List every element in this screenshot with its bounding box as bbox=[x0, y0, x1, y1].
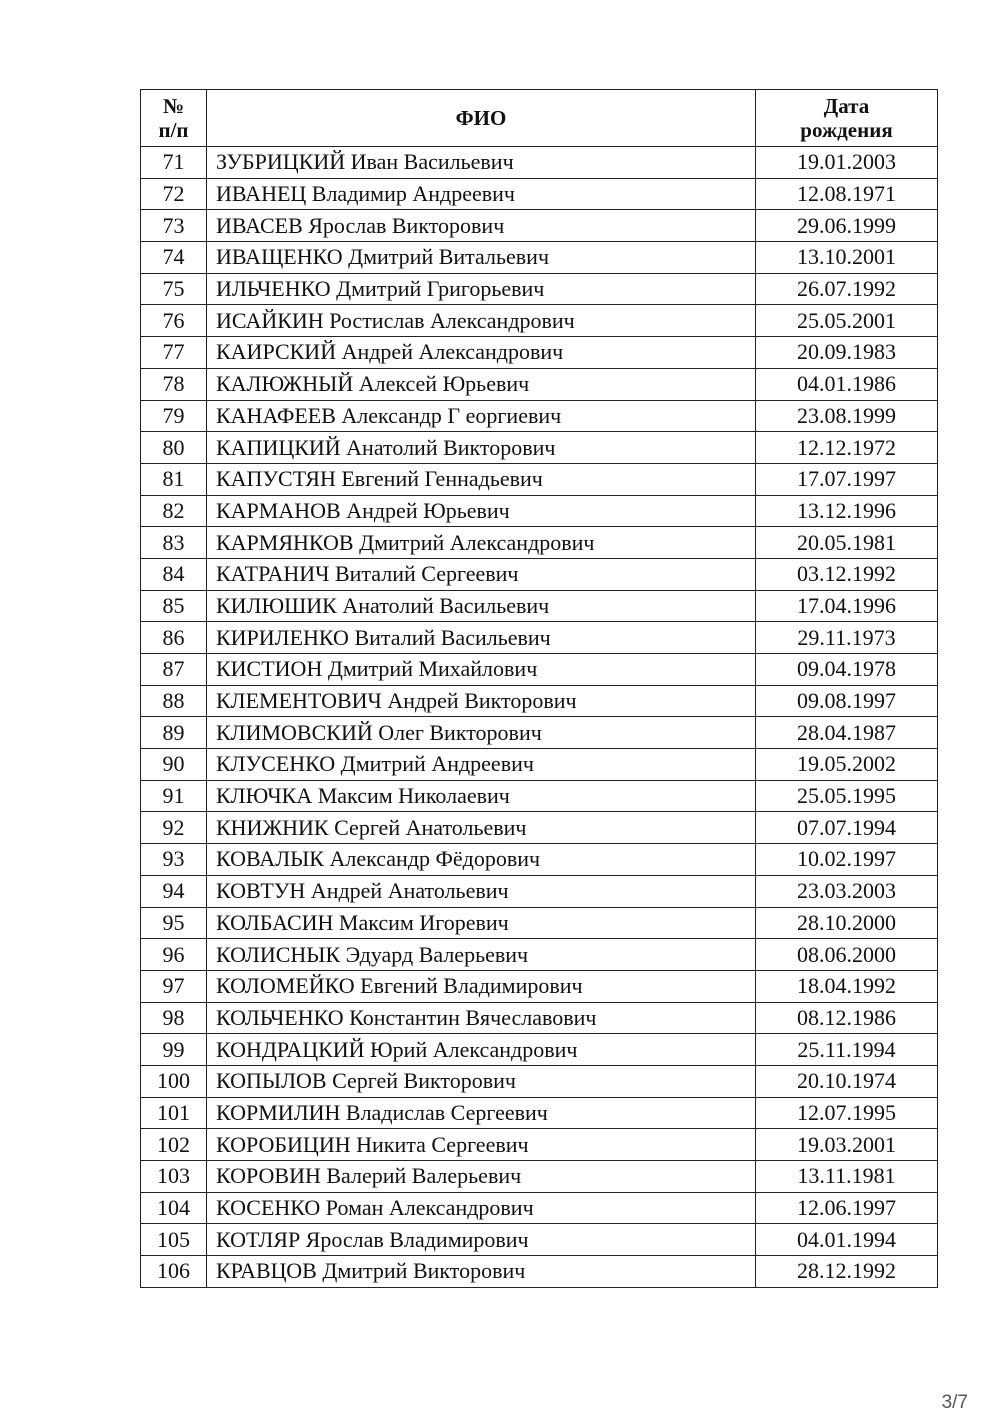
row-number: 94 bbox=[141, 875, 207, 907]
row-number: 81 bbox=[141, 463, 207, 495]
header-birth-date bbox=[756, 90, 938, 147]
row-number: 90 bbox=[141, 749, 207, 781]
row-full-name: КАЛЮЖНЫЙ Алексей Юрьевич bbox=[207, 368, 756, 400]
row-full-name: КАНАФЕЕВ Александр Г еоргиевич bbox=[207, 400, 756, 432]
row-birth-date: 29.11.1973 bbox=[756, 622, 938, 654]
row-birth-date: 12.07.1995 bbox=[756, 1097, 938, 1129]
row-number: 88 bbox=[141, 685, 207, 717]
table-row bbox=[141, 590, 938, 622]
row-birth-date: 04.01.1994 bbox=[756, 1224, 938, 1256]
row-birth-date: 10.02.1997 bbox=[756, 844, 938, 876]
row-birth-date: 12.06.1997 bbox=[756, 1192, 938, 1224]
table-row bbox=[141, 907, 938, 939]
row-birth-date: 23.03.2003 bbox=[756, 875, 938, 907]
row-full-name: КЛЮЧКА Максим Николаевич bbox=[207, 780, 756, 812]
row-number: 72 bbox=[141, 178, 207, 210]
row-number: 97 bbox=[141, 970, 207, 1002]
row-birth-date: 09.08.1997 bbox=[756, 685, 938, 717]
header-number-line2: п/п bbox=[158, 118, 189, 142]
row-number: 93 bbox=[141, 844, 207, 876]
table-row bbox=[141, 432, 938, 464]
row-full-name: КАТРАНИЧ Виталий Сергеевич bbox=[207, 558, 756, 590]
row-full-name: КОЛЬЧЕНКО Константин Вячеславович bbox=[207, 1002, 756, 1034]
row-full-name: ИСАЙКИН Ростислав Александрович bbox=[207, 305, 756, 337]
table-row bbox=[141, 1097, 938, 1129]
row-number: 92 bbox=[141, 812, 207, 844]
row-birth-date: 13.11.1981 bbox=[756, 1161, 938, 1193]
row-number: 74 bbox=[141, 242, 207, 274]
row-full-name: КОВТУН Андрей Анатольевич bbox=[207, 875, 756, 907]
row-number: 101 bbox=[141, 1097, 207, 1129]
row-number: 104 bbox=[141, 1192, 207, 1224]
row-number: 102 bbox=[141, 1129, 207, 1161]
row-full-name: КАПИЦКИЙ Анатолий Викторович bbox=[207, 432, 756, 464]
header-number bbox=[141, 90, 207, 147]
row-full-name: ЗУБРИЦКИЙ Иван Васильевич bbox=[207, 147, 756, 179]
row-full-name: КИСТИОН Дмитрий Михайлович bbox=[207, 654, 756, 686]
row-birth-date: 12.08.1971 bbox=[756, 178, 938, 210]
row-full-name: КОЛИСНЫК Эдуард Валерьевич bbox=[207, 939, 756, 971]
table-row bbox=[141, 685, 938, 717]
row-full-name: КОТЛЯР Ярослав Владимирович bbox=[207, 1224, 756, 1256]
table-row bbox=[141, 147, 938, 179]
table-row bbox=[141, 749, 938, 781]
row-birth-date: 28.04.1987 bbox=[756, 717, 938, 749]
row-birth-date: 28.12.1992 bbox=[756, 1256, 938, 1288]
table-row bbox=[141, 812, 938, 844]
table-row bbox=[141, 1224, 938, 1256]
row-birth-date: 20.05.1981 bbox=[756, 527, 938, 559]
table-row bbox=[141, 717, 938, 749]
row-full-name: КЛИМОВСКИЙ Олег Викторович bbox=[207, 717, 756, 749]
row-full-name: КОРОБИЦИН Никита Сергеевич bbox=[207, 1129, 756, 1161]
row-birth-date: 25.05.2001 bbox=[756, 305, 938, 337]
row-full-name: ИЛЬЧЕНКО Дмитрий Григорьевич bbox=[207, 273, 756, 305]
row-birth-date: 26.07.1992 bbox=[756, 273, 938, 305]
table-row bbox=[141, 558, 938, 590]
row-number: 82 bbox=[141, 495, 207, 527]
row-number: 76 bbox=[141, 305, 207, 337]
table-row bbox=[141, 654, 938, 686]
table-row bbox=[141, 337, 938, 369]
row-full-name: КОЛБАСИН Максим Игоревич bbox=[207, 907, 756, 939]
row-birth-date: 29.06.1999 bbox=[756, 210, 938, 242]
row-birth-date: 18.04.1992 bbox=[756, 970, 938, 1002]
row-birth-date: 13.12.1996 bbox=[756, 495, 938, 527]
table-row bbox=[141, 1192, 938, 1224]
row-full-name: КОЛОМЕЙКО Евгений Владимирович bbox=[207, 970, 756, 1002]
table-row bbox=[141, 1065, 938, 1097]
row-number: 89 bbox=[141, 717, 207, 749]
table-body bbox=[141, 147, 938, 1288]
row-number: 99 bbox=[141, 1034, 207, 1066]
row-birth-date: 25.05.1995 bbox=[756, 780, 938, 812]
row-number: 100 bbox=[141, 1065, 207, 1097]
row-full-name: КОРМИЛИН Владислав Сергеевич bbox=[207, 1097, 756, 1129]
row-birth-date: 08.12.1986 bbox=[756, 1002, 938, 1034]
table-row bbox=[141, 622, 938, 654]
table-row bbox=[141, 368, 938, 400]
row-number: 95 bbox=[141, 907, 207, 939]
row-full-name: КАРМЯНКОВ Дмитрий Александрович bbox=[207, 527, 756, 559]
row-birth-date: 19.03.2001 bbox=[756, 1129, 938, 1161]
row-birth-date: 08.06.2000 bbox=[756, 939, 938, 971]
row-birth-date: 13.10.2001 bbox=[756, 242, 938, 274]
table-row bbox=[141, 495, 938, 527]
row-number: 91 bbox=[141, 780, 207, 812]
row-birth-date: 23.08.1999 bbox=[756, 400, 938, 432]
row-full-name: КНИЖНИК Сергей Анатольевич bbox=[207, 812, 756, 844]
row-number: 85 bbox=[141, 590, 207, 622]
row-number: 73 bbox=[141, 210, 207, 242]
row-birth-date: 28.10.2000 bbox=[756, 907, 938, 939]
table-row bbox=[141, 273, 938, 305]
row-full-name: КОНДРАЦКИЙ Юрий Александрович bbox=[207, 1034, 756, 1066]
row-full-name: ИВАНЕЦ Владимир Андреевич bbox=[207, 178, 756, 210]
table-row bbox=[141, 844, 938, 876]
row-number: 77 bbox=[141, 337, 207, 369]
row-full-name: КАИРСКИЙ Андрей Александрович bbox=[207, 337, 756, 369]
table-row bbox=[141, 178, 938, 210]
row-full-name: КРАВЦОВ Дмитрий Викторович bbox=[207, 1256, 756, 1288]
row-number: 98 bbox=[141, 1002, 207, 1034]
row-full-name: КЛЕМЕНТОВИЧ Андрей Викторович bbox=[207, 685, 756, 717]
row-birth-date: 20.09.1983 bbox=[756, 337, 938, 369]
row-birth-date: 19.01.2003 bbox=[756, 147, 938, 179]
row-number: 80 bbox=[141, 432, 207, 464]
row-number: 105 bbox=[141, 1224, 207, 1256]
personnel-table bbox=[140, 89, 938, 1288]
table-row bbox=[141, 1129, 938, 1161]
row-full-name: КОСЕНКО Роман Александрович bbox=[207, 1192, 756, 1224]
row-birth-date: 07.07.1994 bbox=[756, 812, 938, 844]
row-full-name: КЛУСЕНКО Дмитрий Андреевич bbox=[207, 749, 756, 781]
row-number: 103 bbox=[141, 1161, 207, 1193]
row-birth-date: 17.04.1996 bbox=[756, 590, 938, 622]
header-number-line1: № bbox=[162, 94, 185, 118]
row-birth-date: 04.01.1986 bbox=[756, 368, 938, 400]
row-number: 96 bbox=[141, 939, 207, 971]
table-row bbox=[141, 210, 938, 242]
row-number: 106 bbox=[141, 1256, 207, 1288]
row-full-name: КАРМАНОВ Андрей Юрьевич bbox=[207, 495, 756, 527]
row-full-name: КОПЫЛОВ Сергей Викторович bbox=[207, 1065, 756, 1097]
row-birth-date: 03.12.1992 bbox=[756, 558, 938, 590]
row-birth-date: 12.12.1972 bbox=[756, 432, 938, 464]
row-number: 84 bbox=[141, 558, 207, 590]
table-row bbox=[141, 939, 938, 971]
row-number: 78 bbox=[141, 368, 207, 400]
table-row bbox=[141, 463, 938, 495]
row-number: 83 bbox=[141, 527, 207, 559]
table-row bbox=[141, 242, 938, 274]
row-number: 87 bbox=[141, 654, 207, 686]
row-full-name: ИВАЩЕНКО Дмитрий Витальевич bbox=[207, 242, 756, 274]
row-number: 79 bbox=[141, 400, 207, 432]
row-full-name: КИЛЮШИК Анатолий Васильевич bbox=[207, 590, 756, 622]
table-row bbox=[141, 1161, 938, 1193]
table-row bbox=[141, 970, 938, 1002]
row-number: 71 bbox=[141, 147, 207, 179]
header-date-line1: Дата bbox=[823, 94, 870, 118]
row-birth-date: 20.10.1974 bbox=[756, 1065, 938, 1097]
table-row bbox=[141, 527, 938, 559]
table-row bbox=[141, 1256, 938, 1288]
table-row bbox=[141, 1034, 938, 1066]
row-birth-date: 17.07.1997 bbox=[756, 463, 938, 495]
row-birth-date: 25.11.1994 bbox=[756, 1034, 938, 1066]
table-row bbox=[141, 400, 938, 432]
table-header-row bbox=[141, 90, 938, 147]
table-row bbox=[141, 875, 938, 907]
row-full-name: КОВАЛЫК Александр Фёдорович bbox=[207, 844, 756, 876]
table-row bbox=[141, 780, 938, 812]
row-birth-date: 09.04.1978 bbox=[756, 654, 938, 686]
table-row bbox=[141, 1002, 938, 1034]
table-row bbox=[141, 305, 938, 337]
row-birth-date: 19.05.2002 bbox=[756, 749, 938, 781]
document-page bbox=[140, 89, 937, 1288]
row-number: 75 bbox=[141, 273, 207, 305]
row-full-name: КАПУСТЯН Евгений Геннадьевич bbox=[207, 463, 756, 495]
header-name: ФИО bbox=[207, 90, 756, 147]
row-full-name: ИВАСЕВ Ярослав Викторович bbox=[207, 210, 756, 242]
page-indicator: 3/7 bbox=[941, 1392, 968, 1413]
row-number: 86 bbox=[141, 622, 207, 654]
row-full-name: КИРИЛЕНКО Виталий Васильевич bbox=[207, 622, 756, 654]
row-full-name: КОРОВИН Валерий Валерьевич bbox=[207, 1161, 756, 1193]
header-date-line2: рождения bbox=[800, 118, 893, 142]
